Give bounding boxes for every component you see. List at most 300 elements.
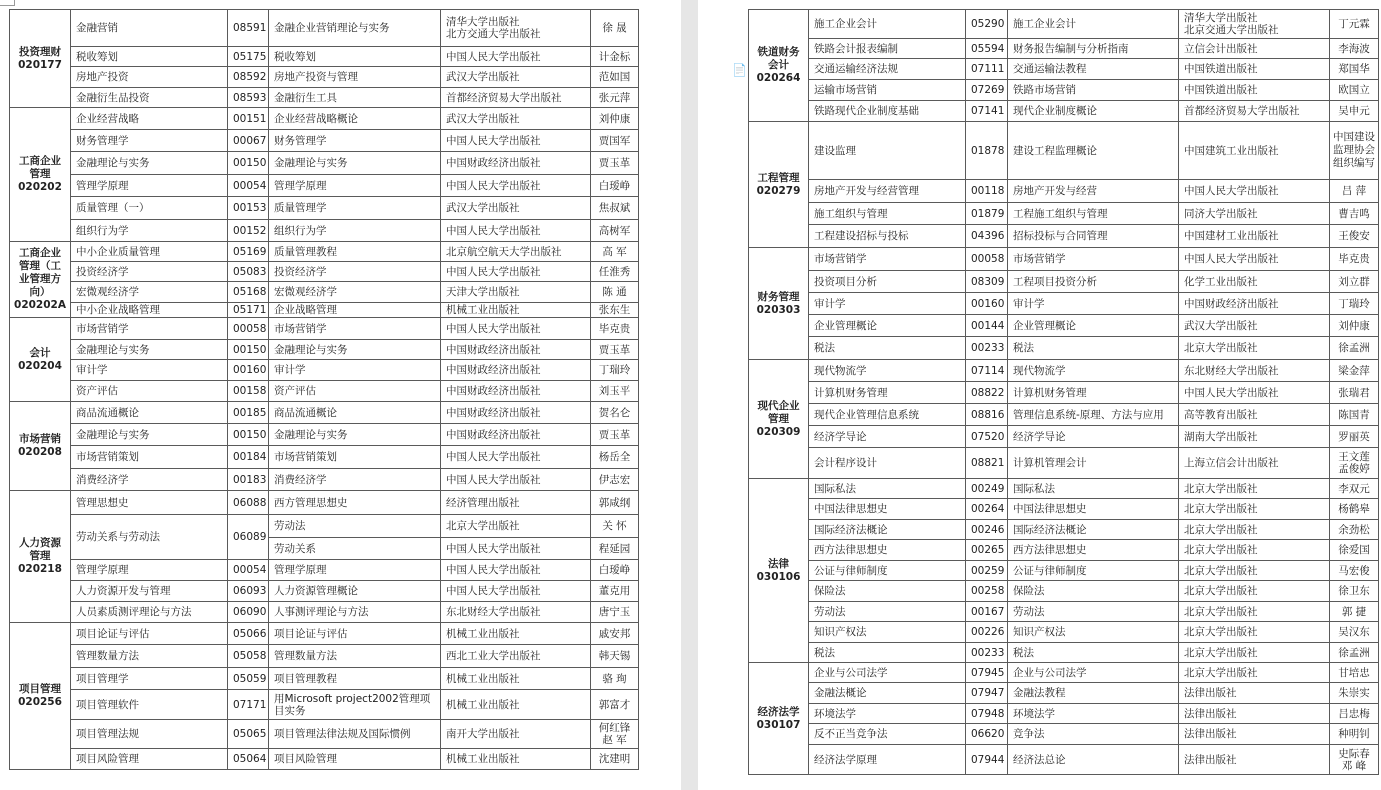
publisher-cell: 首都经济贸易大学出版社 (441, 88, 591, 108)
table-row (10, 318, 639, 340)
publisher-cell: 北京大学出版社 (441, 515, 591, 538)
major-cell: 人力资源 管理 020218 (10, 491, 71, 623)
course-code-cell: 08593 (228, 88, 269, 108)
table-row (10, 381, 639, 402)
author-cell: 韩天锡 (591, 645, 639, 668)
table-row (749, 561, 1379, 581)
author-cell: 范如国 (591, 67, 639, 88)
table-row (749, 581, 1379, 602)
author-cell: 何红锋 赵 军 (591, 720, 639, 749)
table-row (10, 360, 639, 381)
course-name-cell: 审计学 (809, 293, 966, 315)
course-code-cell: 07141 (966, 101, 1008, 122)
textbook-title-cell: 施工企业会计 (1008, 10, 1179, 39)
course-code-cell: 05083 (228, 262, 269, 282)
author-cell: 刘玉平 (591, 381, 639, 402)
course-name-cell: 反不正当竞争法 (809, 724, 966, 745)
course-name-cell: 房地产投资 (71, 67, 228, 88)
textbook-title-cell: 税收筹划 (269, 47, 441, 67)
textbook-title-cell: 保险法 (1008, 581, 1179, 602)
textbook-title-cell: 劳动关系 (269, 538, 441, 560)
author-cell: 郭 捷 (1330, 602, 1379, 622)
textbook-title-cell: 项目论证与评估 (269, 623, 441, 645)
textbook-title-cell: 环境法学 (1008, 704, 1179, 724)
publisher-cell: 北京大学出版社 (1179, 540, 1330, 561)
author-cell: 种明钊 (1330, 724, 1379, 745)
course-name-cell: 项目管理学 (71, 668, 228, 690)
publisher-cell: 中国人民大学出版社 (1179, 180, 1330, 203)
textbook-title-cell: 质量管理教程 (269, 242, 441, 262)
textbook-title-cell: 税法 (1008, 337, 1179, 360)
course-code-cell: 00264 (966, 499, 1008, 520)
publisher-cell: 中国人民大学出版社 (441, 538, 591, 560)
publisher-cell: 中国人民大学出版社 (441, 220, 591, 242)
course-name-cell: 管理学原理 (71, 560, 228, 581)
textbook-title-cell: 金融衍生工具 (269, 88, 441, 108)
course-name-cell: 审计学 (71, 360, 228, 381)
publisher-cell: 中国铁道出版社 (1179, 59, 1330, 80)
publisher-cell: 北京大学出版社 (1179, 581, 1330, 602)
course-name-cell: 计算机财务管理 (809, 382, 966, 404)
table-row (10, 446, 639, 469)
author-cell: 杨鹤皋 (1330, 499, 1379, 520)
major-cell: 铁道财务 会计 020264 (749, 10, 809, 122)
textbook-title-cell: 投资经济学 (269, 262, 441, 282)
table-row (749, 360, 1379, 382)
publisher-cell: 武汉大学出版社 (441, 67, 591, 88)
table-row (10, 108, 639, 130)
textbook-title-cell: 招标投标与合同管理 (1008, 225, 1179, 248)
author-cell: 刘仲康 (591, 108, 639, 130)
publisher-cell: 机械工业出版社 (441, 749, 591, 770)
course-code-cell: 01878 (966, 122, 1008, 180)
course-code-cell: 07945 (966, 663, 1008, 683)
textbook-title-cell: 金融企业营销理论与实务 (269, 10, 441, 47)
textbook-title-cell: 计算机管理会计 (1008, 448, 1179, 479)
table-row (749, 448, 1379, 479)
course-code-cell: 00150 (228, 424, 269, 446)
textbook-title-cell: 计算机财务管理 (1008, 382, 1179, 404)
course-name-cell: 会计程序设计 (809, 448, 966, 479)
author-cell: 贾玉革 (591, 152, 639, 175)
textbook-title-cell: 用Microsoft project2002管理项目实务 (269, 690, 441, 720)
course-name-cell: 西方法律思想史 (809, 540, 966, 561)
course-name-cell: 中小企业质量管理 (71, 242, 228, 262)
course-name-cell: 财务管理学 (71, 130, 228, 152)
publisher-cell: 武汉大学出版社 (1179, 315, 1330, 337)
textbook-title-cell: 金融理论与实务 (269, 340, 441, 360)
course-name-cell: 市场营销策划 (71, 446, 228, 469)
author-cell: 丁元霖 (1330, 10, 1379, 39)
table-row (749, 59, 1379, 80)
course-name-cell: 项目管理软件 (71, 690, 228, 720)
course-code-cell: 08592 (228, 67, 269, 88)
publisher-cell: 天津大学出版社 (441, 282, 591, 303)
table-row (749, 520, 1379, 540)
textbook-title-cell: 消费经济学 (269, 469, 441, 491)
course-name-cell: 国际私法 (809, 479, 966, 499)
textbook-title-cell: 现代企业制度概论 (1008, 101, 1179, 122)
publisher-cell: 首都经济贸易大学出版社 (1179, 101, 1330, 122)
course-name-cell: 金融理论与实务 (71, 152, 228, 175)
course-code-cell: 05168 (228, 282, 269, 303)
author-cell: 曹吉鸣 (1330, 203, 1379, 225)
course-code-cell: 00151 (228, 108, 269, 130)
course-name-cell: 金融理论与实务 (71, 424, 228, 446)
table-row (10, 749, 639, 770)
publisher-cell: 法律出版社 (1179, 745, 1330, 775)
course-name-cell: 项目风险管理 (71, 749, 228, 770)
course-code-cell: 05065 (228, 720, 269, 749)
author-cell: 史际春 邓 峰 (1330, 745, 1379, 775)
publisher-cell: 中国财政经济出版社 (441, 402, 591, 424)
table-row (10, 303, 639, 318)
author-cell: 陈国青 (1330, 404, 1379, 426)
course-name-cell: 质量管理（一） (71, 197, 228, 220)
course-name-cell: 消费经济学 (71, 469, 228, 491)
course-code-cell: 00249 (966, 479, 1008, 499)
course-code-cell: 00153 (228, 197, 269, 220)
publisher-cell: 法律出版社 (1179, 683, 1330, 704)
table-row (749, 180, 1379, 203)
table-row (749, 382, 1379, 404)
course-name-cell: 知识产权法 (809, 622, 966, 643)
major-cell: 工商企业 管理（工 业管理方 向） 020202A (10, 242, 71, 318)
course-code-cell: 06093 (228, 581, 269, 602)
table-row (749, 663, 1379, 683)
course-name-cell: 公证与律师制度 (809, 561, 966, 581)
publisher-cell: 北京大学出版社 (1179, 561, 1330, 581)
course-name-cell: 运输市场营销 (809, 80, 966, 101)
publisher-cell: 法律出版社 (1179, 704, 1330, 724)
publisher-cell: 东北财经大学出版社 (1179, 360, 1330, 382)
table-row (749, 704, 1379, 724)
table-row (749, 248, 1379, 271)
publisher-cell: 经济管理出版社 (441, 491, 591, 515)
author-cell: 高 军 (591, 242, 639, 262)
publisher-cell: 中国人民大学出版社 (441, 130, 591, 152)
publisher-cell: 中国财政经济出版社 (441, 381, 591, 402)
publisher-cell: 中国财政经济出版社 (1179, 293, 1330, 315)
course-name-cell: 人员素质测评理论与方法 (71, 602, 228, 623)
table-row (10, 515, 639, 538)
textbook-title-cell: 工程施工组织与管理 (1008, 203, 1179, 225)
course-name-cell: 现代企业管理信息系统 (809, 404, 966, 426)
publisher-cell: 北京大学出版社 (1179, 499, 1330, 520)
publisher-cell: 中国财政经济出版社 (441, 152, 591, 175)
left-page (0, 0, 681, 790)
course-name-cell: 金融衍生品投资 (71, 88, 228, 108)
course-code-cell: 00185 (228, 402, 269, 424)
author-cell: 任淮秀 (591, 262, 639, 282)
course-code-cell: 07520 (966, 426, 1008, 448)
author-cell: 徐爱国 (1330, 540, 1379, 561)
author-cell: 高树军 (591, 220, 639, 242)
author-cell: 马宏俊 (1330, 561, 1379, 581)
table-row (749, 271, 1379, 293)
document-icon[interactable]: 📄 (732, 63, 747, 77)
table-row (749, 499, 1379, 520)
textbook-title-cell: 税法 (1008, 643, 1179, 663)
table-row (10, 340, 639, 360)
publisher-cell: 机械工业出版社 (441, 303, 591, 318)
course-name-cell: 经济学导论 (809, 426, 966, 448)
course-name-cell: 企业经营战略 (71, 108, 228, 130)
textbook-title-cell: 商品流通概论 (269, 402, 441, 424)
author-cell: 毕克贵 (591, 318, 639, 340)
author-cell: 王文莲 孟俊婷 (1330, 448, 1379, 479)
course-code-cell: 06088 (228, 491, 269, 515)
course-code-cell: 00259 (966, 561, 1008, 581)
course-code-cell: 00158 (228, 381, 269, 402)
crop-mark (0, 0, 15, 6)
course-name-cell: 税法 (809, 337, 966, 360)
major-cell: 经济法学 030107 (749, 663, 809, 775)
textbook-title-cell: 人力资源管理概论 (269, 581, 441, 602)
publisher-cell: 中国人民大学出版社 (441, 318, 591, 340)
author-cell: 程延园 (591, 538, 639, 560)
table-row (749, 622, 1379, 643)
author-cell: 伊志宏 (591, 469, 639, 491)
table-row (10, 282, 639, 303)
table-row (10, 10, 639, 47)
author-cell: 吕忠梅 (1330, 704, 1379, 724)
publisher-cell: 中国财政经济出版社 (441, 424, 591, 446)
author-cell: 丁瑞玲 (591, 360, 639, 381)
course-code-cell: 01879 (966, 203, 1008, 225)
course-code-cell: 08822 (966, 382, 1008, 404)
course-code-cell: 05175 (228, 47, 269, 67)
publisher-cell: 北京大学出版社 (1179, 479, 1330, 499)
table-row (749, 602, 1379, 622)
course-name-cell: 管理学原理 (71, 175, 228, 197)
table-row (10, 581, 639, 602)
course-name-cell: 投资项目分析 (809, 271, 966, 293)
course-name-cell: 宏微观经济学 (71, 282, 228, 303)
publisher-cell: 中国建筑工业出版社 (1179, 122, 1330, 180)
course-code-cell: 00054 (228, 175, 269, 197)
major-cell: 法律 030106 (749, 479, 809, 663)
publisher-cell: 清华大学出版社 北京交通大学出版社 (1179, 10, 1330, 39)
course-code-cell: 06620 (966, 724, 1008, 745)
course-name-cell: 建设监理 (809, 122, 966, 180)
author-cell: 罗丽英 (1330, 426, 1379, 448)
table-row (10, 602, 639, 623)
course-name-cell: 管理思想史 (71, 491, 228, 515)
table-row (10, 690, 639, 720)
course-code-cell: 07269 (966, 80, 1008, 101)
publisher-cell: 机械工业出版社 (441, 690, 591, 720)
textbook-title-cell: 组织行为学 (269, 220, 441, 242)
course-code-cell: 07111 (966, 59, 1008, 80)
publisher-cell: 机械工业出版社 (441, 668, 591, 690)
course-name-cell: 投资经济学 (71, 262, 228, 282)
course-code-cell: 04396 (966, 225, 1008, 248)
author-cell: 白瑷峥 (591, 560, 639, 581)
textbook-title-cell: 项目管理教程 (269, 668, 441, 690)
publisher-cell: 同济大学出版社 (1179, 203, 1330, 225)
course-code-cell: 00233 (966, 337, 1008, 360)
right-page (698, 0, 1381, 790)
author-cell: 甘培忠 (1330, 663, 1379, 683)
major-cell: 工商企业 管理 020202 (10, 108, 71, 242)
course-name-cell: 经济法学原理 (809, 745, 966, 775)
publisher-cell: 立信会计出版社 (1179, 39, 1330, 59)
author-cell: 徐孟洲 (1330, 643, 1379, 663)
course-name-cell: 项目论证与评估 (71, 623, 228, 645)
author-cell: 张东生 (591, 303, 639, 318)
course-name-cell: 交通运输经济法规 (809, 59, 966, 80)
major-cell: 项目管理 020256 (10, 623, 71, 770)
textbook-title-cell: 市场营销学 (1008, 248, 1179, 271)
course-name-cell: 税收筹划 (71, 47, 228, 67)
author-cell: 沈建明 (591, 749, 639, 770)
table-row (749, 337, 1379, 360)
course-code-cell: 00058 (966, 248, 1008, 271)
course-code-cell: 07948 (966, 704, 1008, 724)
course-code-cell: 08309 (966, 271, 1008, 293)
table-row (10, 424, 639, 446)
course-code-cell: 07947 (966, 683, 1008, 704)
course-code-cell: 00118 (966, 180, 1008, 203)
course-code-cell: 00150 (228, 340, 269, 360)
major-cell: 会计 020204 (10, 318, 71, 402)
author-cell: 张元萍 (591, 88, 639, 108)
course-name-cell: 铁路会计报表编制 (809, 39, 966, 59)
publisher-cell: 北京航空航天大学出版社 (441, 242, 591, 262)
page-gutter (681, 0, 698, 790)
textbook-title-cell: 金融法教程 (1008, 683, 1179, 704)
course-name-cell: 商品流通概论 (71, 402, 228, 424)
course-code-cell: 00150 (228, 152, 269, 175)
course-code-cell: 05066 (228, 623, 269, 645)
textbook-title-cell: 财务管理学 (269, 130, 441, 152)
table-row (749, 293, 1379, 315)
course-code-cell: 05594 (966, 39, 1008, 59)
course-name-cell: 组织行为学 (71, 220, 228, 242)
publisher-cell: 中国建材工业出版社 (1179, 225, 1330, 248)
textbook-title-cell: 劳动法 (269, 515, 441, 538)
course-name-cell: 税法 (809, 643, 966, 663)
table-row (10, 623, 639, 645)
publisher-cell: 中国人民大学出版社 (441, 262, 591, 282)
course-name-cell: 施工组织与管理 (809, 203, 966, 225)
publisher-cell: 上海立信会计出版社 (1179, 448, 1330, 479)
publisher-cell: 中国人民大学出版社 (441, 560, 591, 581)
author-cell: 李双元 (1330, 479, 1379, 499)
author-cell: 郭富才 (591, 690, 639, 720)
publisher-cell: 北京大学出版社 (1179, 337, 1330, 360)
course-code-cell: 00144 (966, 315, 1008, 337)
textbook-title-cell: 管理数量方法 (269, 645, 441, 668)
author-cell: 焦叔斌 (591, 197, 639, 220)
textbook-title-cell: 公证与律师制度 (1008, 561, 1179, 581)
publisher-cell: 南开大学出版社 (441, 720, 591, 749)
author-cell: 李海波 (1330, 39, 1379, 59)
author-cell: 刘立群 (1330, 271, 1379, 293)
course-code-cell: 06090 (228, 602, 269, 623)
author-cell: 陈 通 (591, 282, 639, 303)
table-row (749, 10, 1379, 39)
table-row (10, 130, 639, 152)
course-code-cell: 08591 (228, 10, 269, 47)
author-cell: 郭咸纲 (591, 491, 639, 515)
table-row (749, 225, 1379, 248)
course-code-cell: 08821 (966, 448, 1008, 479)
textbook-title-cell: 质量管理学 (269, 197, 441, 220)
table-row (10, 668, 639, 690)
course-code-cell: 07171 (228, 690, 269, 720)
course-code-cell: 00160 (228, 360, 269, 381)
course-code-cell: 07114 (966, 360, 1008, 382)
table-row (10, 402, 639, 424)
publisher-cell: 武汉大学出版社 (441, 197, 591, 220)
textbook-title-cell: 管理学原理 (269, 175, 441, 197)
textbook-title-cell: 审计学 (1008, 293, 1179, 315)
author-cell: 吴申元 (1330, 101, 1379, 122)
table-row (749, 203, 1379, 225)
textbook-title-cell: 经济学导论 (1008, 426, 1179, 448)
table-row (749, 643, 1379, 663)
author-cell: 欧国立 (1330, 80, 1379, 101)
publisher-cell: 北京大学出版社 (1179, 602, 1330, 622)
course-code-cell: 00233 (966, 643, 1008, 663)
textbook-title-cell: 建设工程监理概论 (1008, 122, 1179, 180)
author-cell: 贺名仑 (591, 402, 639, 424)
textbook-title-cell: 金融理论与实务 (269, 424, 441, 446)
textbook-title-cell: 企业与公司法学 (1008, 663, 1179, 683)
textbook-title-cell: 中国法律思想史 (1008, 499, 1179, 520)
table-row (749, 426, 1379, 448)
textbook-title-cell: 西方法律思想史 (1008, 540, 1179, 561)
course-name-cell: 市场营销学 (809, 248, 966, 271)
author-cell: 白瑷峥 (591, 175, 639, 197)
author-cell: 郑国华 (1330, 59, 1379, 80)
textbook-title-cell: 项目风险管理 (269, 749, 441, 770)
major-cell: 财务管理 020303 (749, 248, 809, 360)
textbook-title-cell: 资产评估 (269, 381, 441, 402)
publisher-cell: 机械工业出版社 (441, 623, 591, 645)
course-code-cell: 05171 (228, 303, 269, 318)
textbook-title-cell: 企业管理概论 (1008, 315, 1179, 337)
textbook-title-cell: 金融理论与实务 (269, 152, 441, 175)
course-name-cell: 铁路现代企业制度基础 (809, 101, 966, 122)
author-cell: 余劲松 (1330, 520, 1379, 540)
course-code-cell: 00184 (228, 446, 269, 469)
course-code-cell: 00058 (228, 318, 269, 340)
publisher-cell: 中国人民大学出版社 (441, 581, 591, 602)
course-code-cell: 05058 (228, 645, 269, 668)
textbook-title-cell: 审计学 (269, 360, 441, 381)
course-name-cell: 人力资源开发与管理 (71, 581, 228, 602)
author-cell: 董克用 (591, 581, 639, 602)
table-row (749, 101, 1379, 122)
course-name-cell: 企业管理概论 (809, 315, 966, 337)
publisher-cell: 北京大学出版社 (1179, 643, 1330, 663)
course-code-cell: 00246 (966, 520, 1008, 540)
table-row (10, 242, 639, 262)
publisher-cell: 中国财政经济出版社 (441, 360, 591, 381)
table-row (10, 152, 639, 175)
publisher-cell: 清华大学出版社 北方交通大学出版社 (441, 10, 591, 47)
textbook-title-cell: 项目管理法律法规及国际惯例 (269, 720, 441, 749)
textbook-title-cell: 竞争法 (1008, 724, 1179, 745)
publisher-cell: 法律出版社 (1179, 724, 1330, 745)
author-cell: 杨岳全 (591, 446, 639, 469)
textbook-title-cell: 国际经济法概论 (1008, 520, 1179, 540)
textbook-title-cell: 国际私法 (1008, 479, 1179, 499)
course-name-cell: 市场营销学 (71, 318, 228, 340)
